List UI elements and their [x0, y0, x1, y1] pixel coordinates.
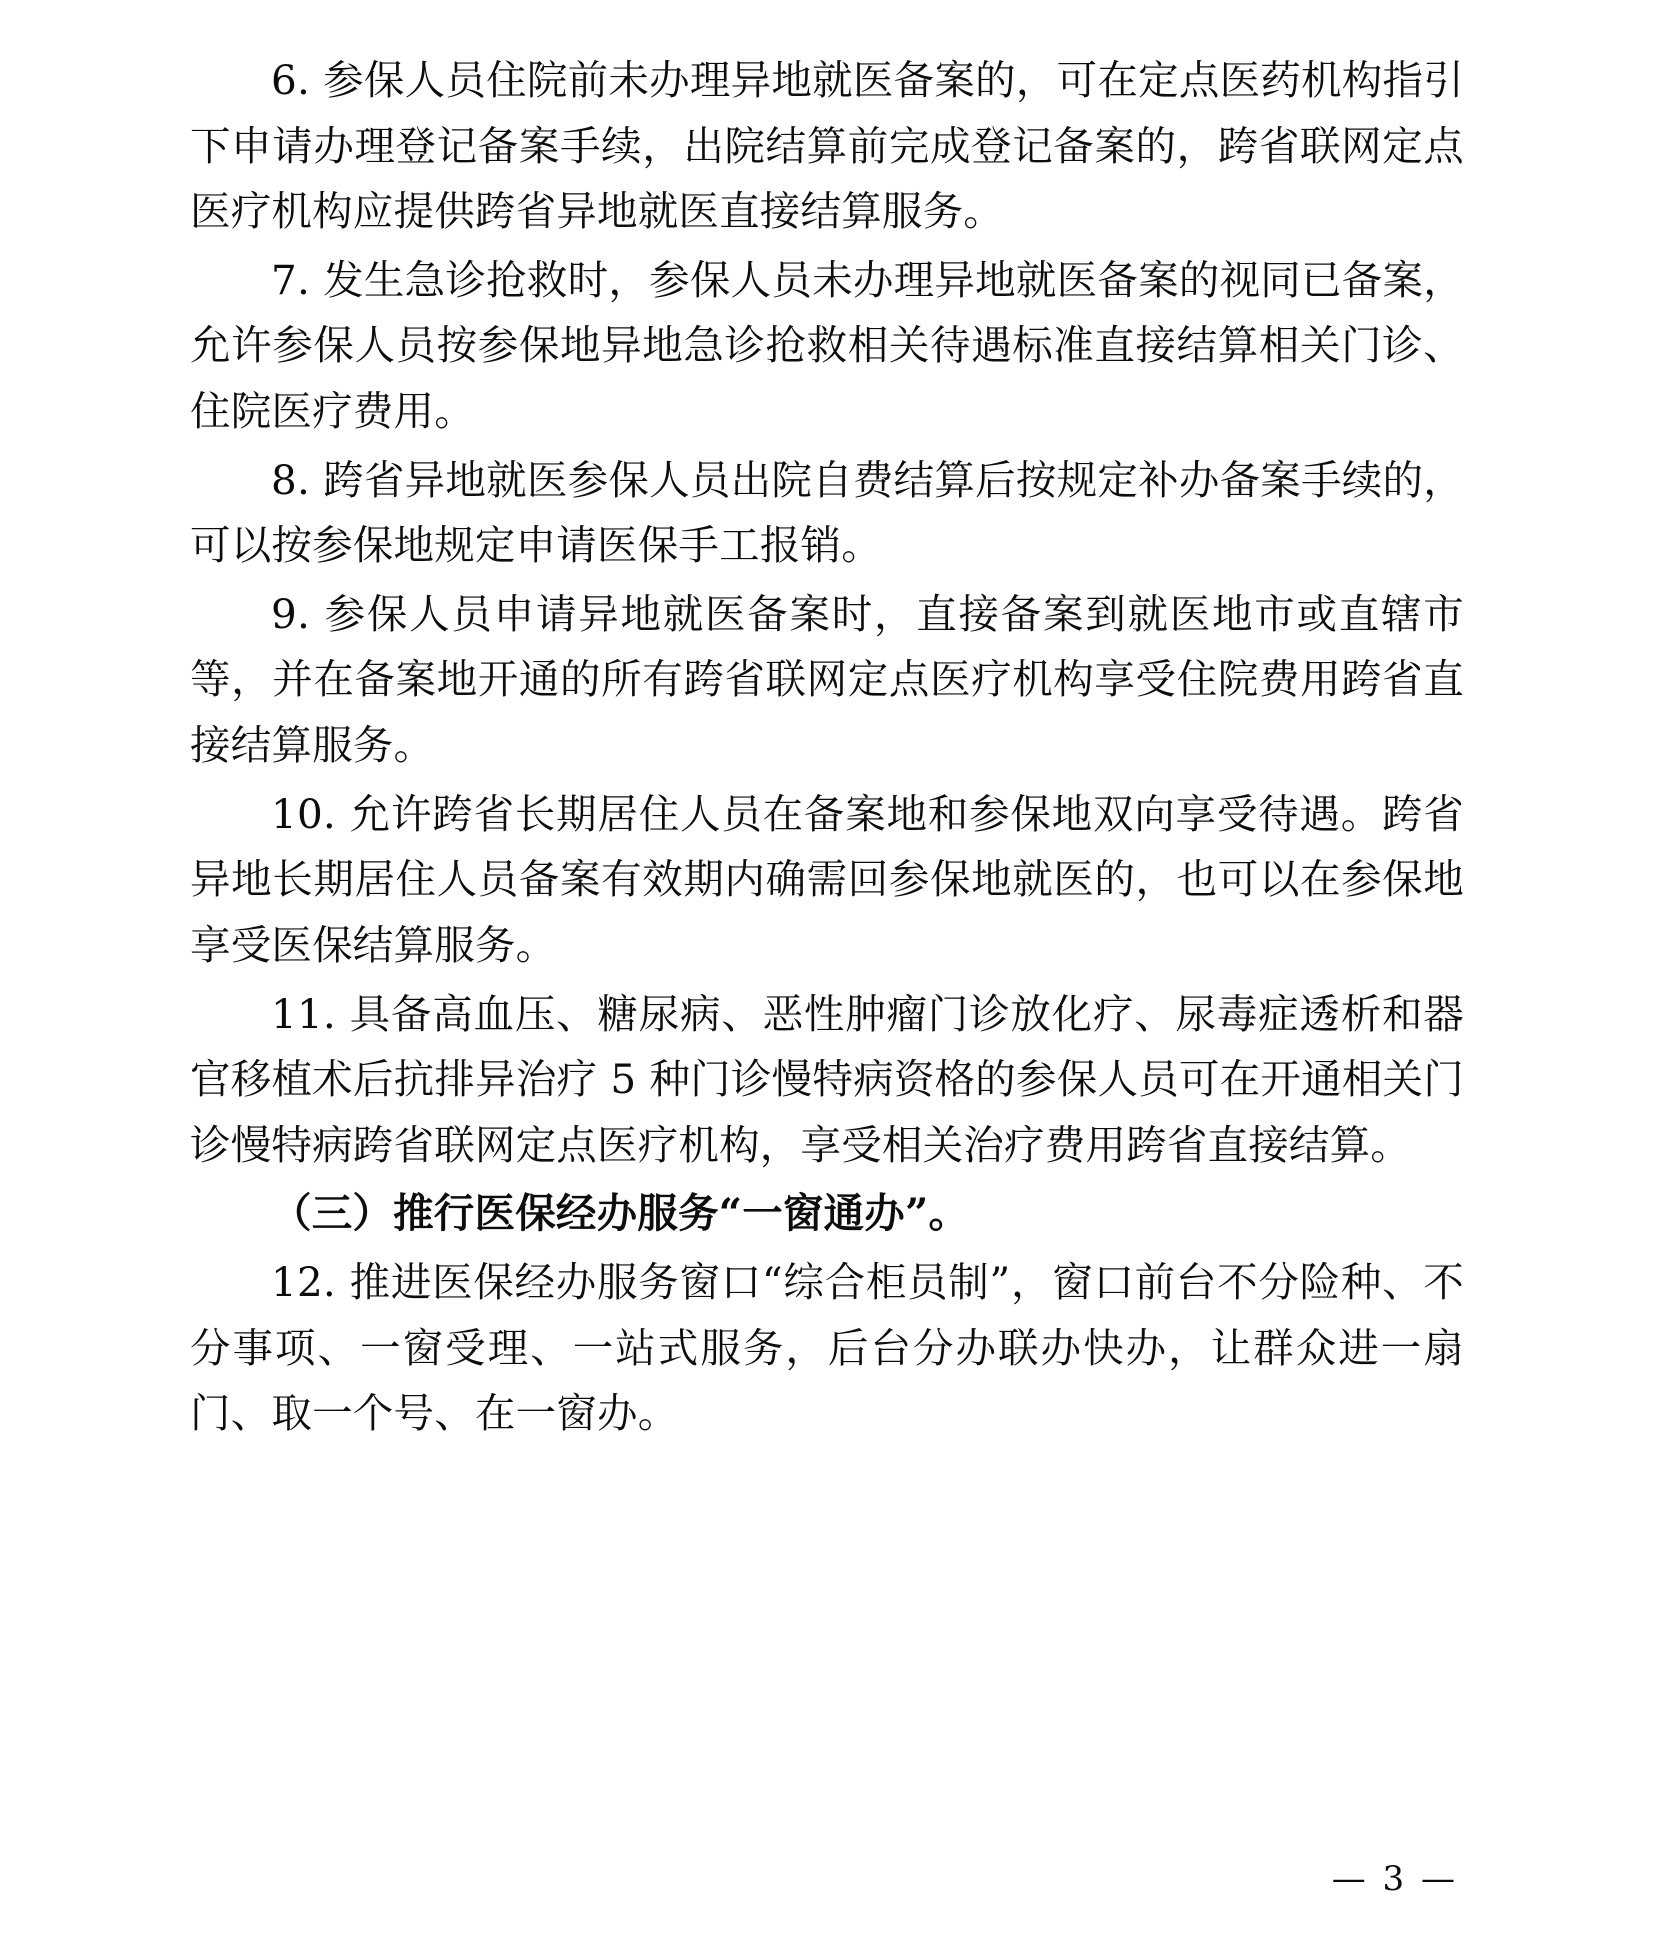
paragraph-item-10: 10. 允许跨省长期居住人员在备案地和参保地双向享受待遇。跨省异地长期居住人员备案有效期内确需回参保地就医的，也可以在参保地享受医保结算服务。 — [190, 789, 1464, 969]
paragraph-item-9: 9. 参保人员申请异地就医备案时，直接备案到就医地市或直辖市等，并在备案地开通的所有跨省联网定点医疗机构享受住院费用跨省直接结算服务。 — [190, 589, 1464, 770]
section-heading-3: （三）推行医保经办服务“一窗通办”。 — [271, 1189, 970, 1238]
document-body — [190, 48, 1464, 1447]
paragraph-item-6: 6. 参保人员住院前未办理异地就医备案的，可在定点医药机构指引下申请办理登记备案手续，出院结算前完成登记备案的，跨省联网定点医疗机构应提供跨省异地就医直接结算服务。 — [190, 56, 1464, 236]
page-number: — 3 — — [1331, 1859, 1458, 1899]
paragraph-item-12: 12. 推进医保经办服务窗口“综合柜员制”，窗口前台不分险种、不分事项、一窗受理、一站式服务，后台分办联办快办，让群众进一扇门、取一个号、在一窗办。 — [190, 1257, 1464, 1438]
paragraph-item-11: 11. 具备高血压、糖尿病、恶性肿瘤门诊放化疗、尿毒症透析和器官移植术后抗排异治疗 5 种门诊慢特病资格的参保人员可在开通相关门诊慢特病跨省联网定点医疗机构，享受相关治疗费用跨省直接结算。 — [190, 989, 1464, 1169]
paragraph-item-8: 8. 跨省异地就医参保人员出院自费结算后按规定补办备案手续的，可以按参保地规定申请医保手工报销。 — [190, 455, 1464, 570]
paragraph-item-7: 7. 发生急诊抢救时，参保人员未办理异地就医备案的视同已备案，允许参保人员按参保地异地急诊抢救相关待遇标准直接结算相关门诊、住院医疗费用。 — [190, 255, 1464, 436]
